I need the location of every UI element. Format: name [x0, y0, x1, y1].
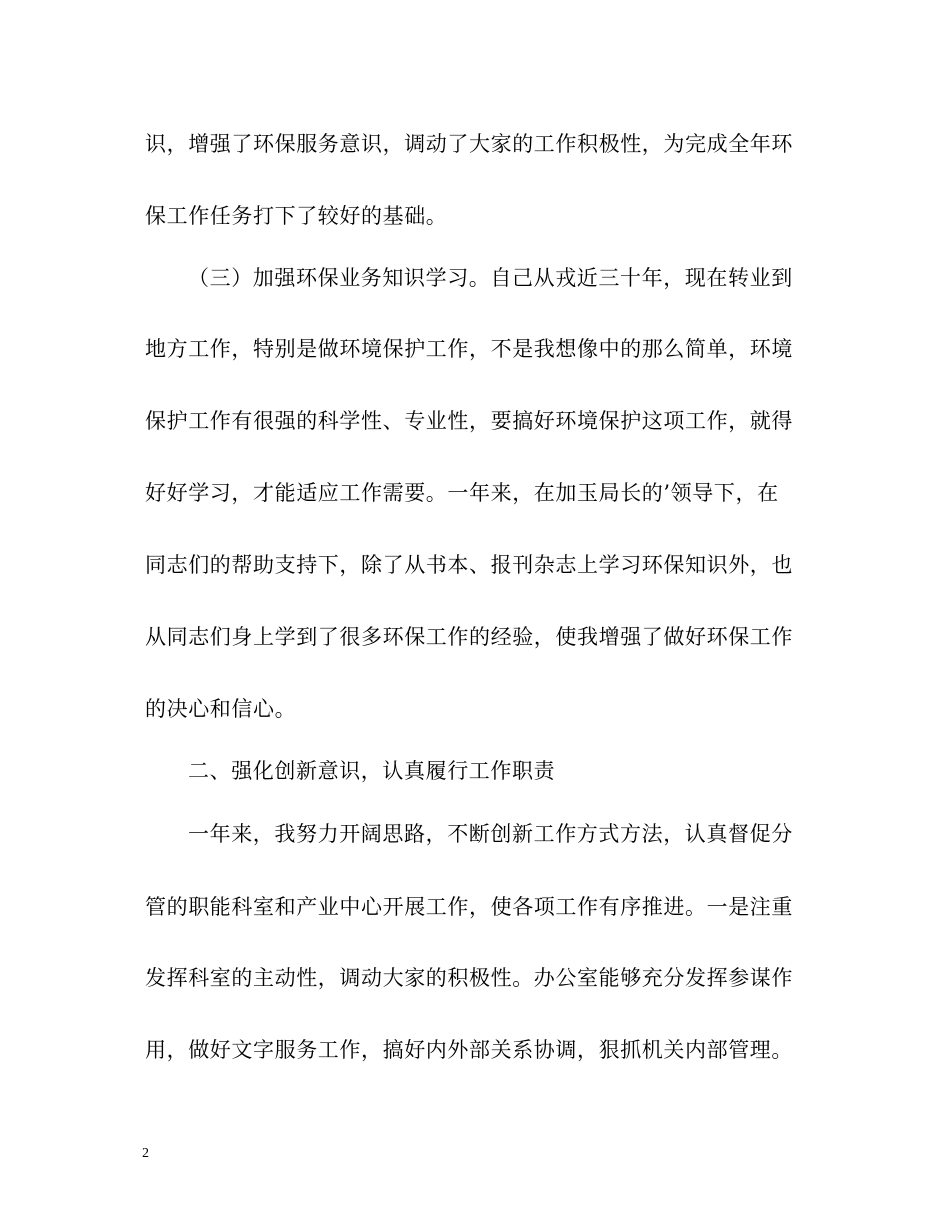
body-text-line: 保护工作有很强的科学性、专业性，要搞好环境保护这项工作，就得 — [145, 409, 793, 433]
body-text-line: 保工作任务打下了较好的基础。 — [145, 204, 448, 228]
body-text-line: 发挥科室的主动性，调动大家的积极性。办公室能够充分发挥参谋作 — [145, 966, 793, 990]
body-text-line: 用，做好文字服务工作，搞好内外部关系协调，狠抓机关内部管理。 — [145, 1038, 793, 1062]
section-heading-2: 二、强化创新意识，认真履行工作职责 — [188, 759, 556, 783]
section-heading-3: （三）加强环保业务知识学习。自己从戎近三十年，现在转业到 — [188, 266, 793, 290]
page-number: 2 — [142, 1146, 149, 1161]
body-text-line: 同志们的帮助支持下，除了从书本、报刊杂志上学习环保知识外，也 — [145, 553, 793, 577]
body-text-line: 从同志们身上学到了很多环保工作的经验，使我增强了做好环保工作 — [145, 625, 793, 649]
body-text-line: 地方工作，特别是做环境保护工作，不是我想像中的那么简单，环境 — [145, 337, 793, 361]
body-text-line: 识，增强了环保服务意识，调动了大家的工作积极性，为完成全年环 — [145, 132, 793, 156]
body-text-line: 的决心和信心。 — [145, 697, 297, 721]
body-text-line: 一年来，我努力开阔思路，不断创新工作方式方法，认真督促分 — [188, 822, 793, 846]
body-text-line: 管的职能科室和产业中心开展工作，使各项工作有序推进。一是注重 — [145, 895, 793, 919]
body-text-line: 好好学习，才能适应工作需要。一年来，在加玉局长的’领导下，在 — [145, 481, 779, 505]
